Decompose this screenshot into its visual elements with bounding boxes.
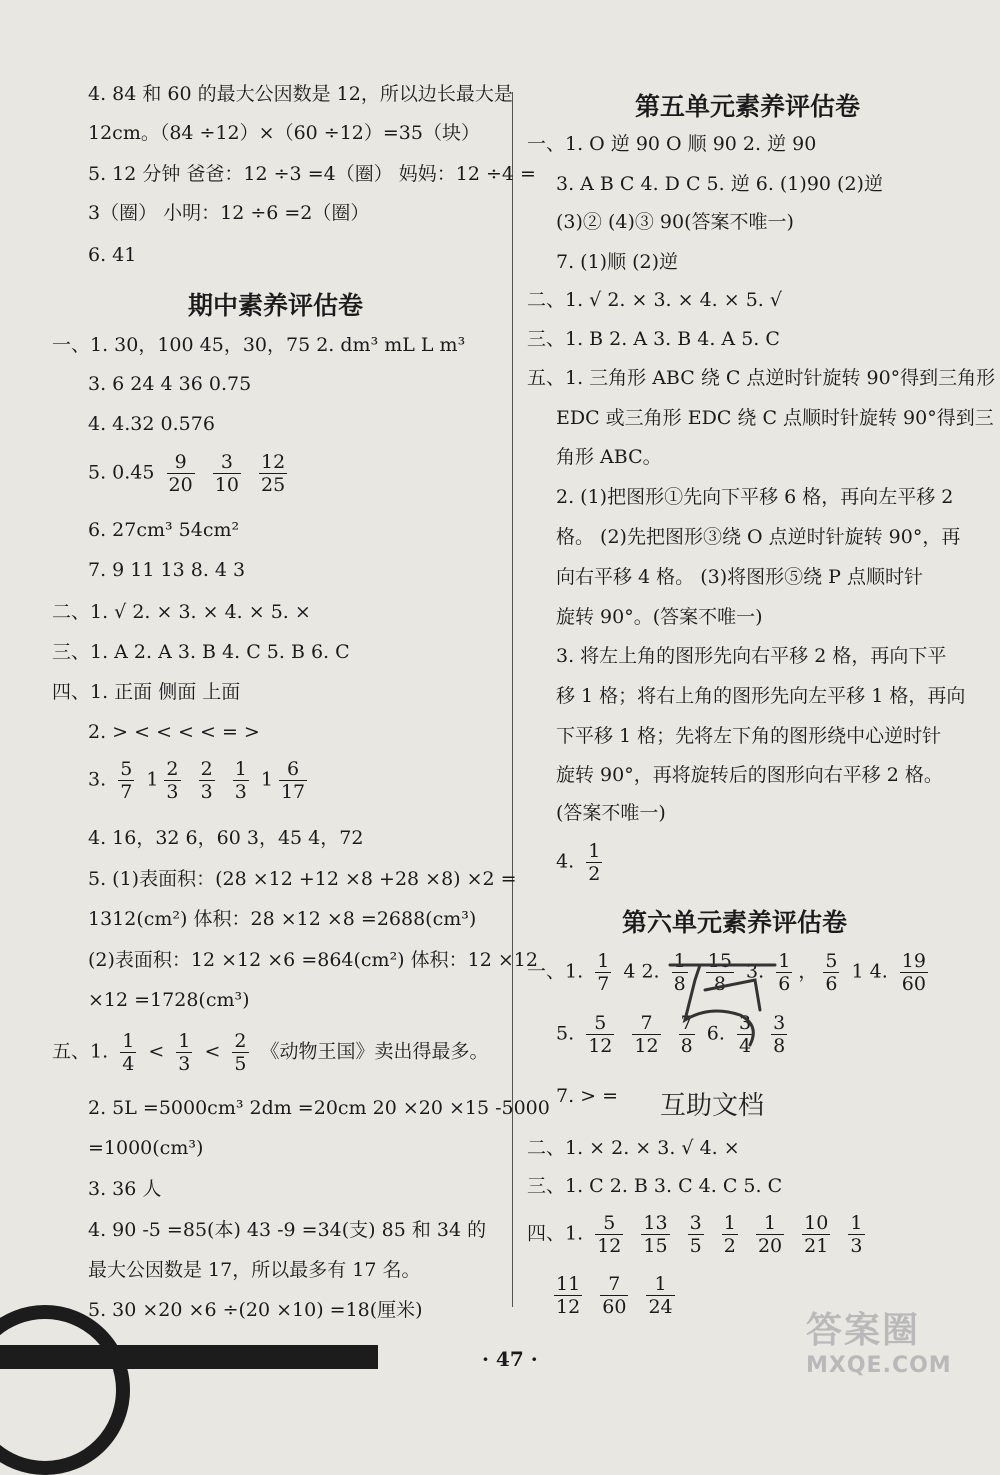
mid-line-17-prefix: 五、1. xyxy=(52,1040,109,1063)
mid-line-8: 三、1. A 2. A 3. B 4. C 5. B 6. C xyxy=(52,641,350,663)
unit5-line-14: 3. 将左上角的图形先向右平移 2 格，再向下平 xyxy=(556,645,947,667)
handwritten-scribble xyxy=(650,950,800,1070)
answer-text: 1 xyxy=(851,960,864,983)
fraction: $\frac{6}{17}$ xyxy=(280,758,306,803)
fraction: $\frac{1}{8}$ xyxy=(673,950,686,995)
unit5-line-15: 移 1 格；将右上角的图形先向左平移 1 格，再向 xyxy=(556,685,966,707)
footer-ornament-bar xyxy=(0,1345,378,1369)
fraction: $\frac{1}{2}$ xyxy=(723,1212,736,1257)
fraction: $\frac{5}{12}$ xyxy=(597,1212,622,1257)
fraction: $\frac{11}{12}$ xyxy=(556,1273,581,1318)
fraction: $\frac{2}{5}$ xyxy=(234,1030,247,1075)
less-than: < xyxy=(148,1040,165,1063)
mid-line-6: 7. 9 11 13 8. 4 3 xyxy=(88,559,246,581)
fraction: $\frac{1}{6}$ xyxy=(778,950,791,995)
mid-line-11 xyxy=(88,758,313,803)
unit6-line-1-prefix: 一、1. xyxy=(527,960,584,983)
left-line-1: 4. 84 和 60 的最大公因数是 12，所以边长最大是 xyxy=(88,83,513,105)
fraction: $\frac{1}{3}$ xyxy=(178,1030,191,1075)
watermark-logo xyxy=(806,1302,952,1378)
unit6-line-5: 三、1. C 2. B 3. C 4. C 5. C xyxy=(527,1175,783,1197)
unit6-line-7 xyxy=(548,1273,681,1318)
unit5-line-5: 二、1. √ 2. × 3. × 4. × 5. √ xyxy=(527,289,782,311)
unit6-title: 第六单元素养评估卷 xyxy=(622,908,848,937)
unit6-line-2-prefix: 5. xyxy=(556,1022,575,1045)
watermark-title: 答案圈 xyxy=(806,1310,921,1351)
fraction: $\frac{2}{3}$ xyxy=(166,758,179,803)
unit5-line-19-prefix: 4. xyxy=(556,850,575,873)
fraction: $\frac{1}{24}$ xyxy=(648,1273,673,1318)
unit5-line-10: 2. (1)把图形①先向下平移 6 格，再向左平移 2 xyxy=(556,486,954,508)
unit5-line-2: 3. A B C 4. D C 5. 逆 6. (1)90 (2)逆 xyxy=(556,173,883,195)
fraction: $\frac{13}{15}$ xyxy=(643,1212,668,1257)
mid-line-5: 6. 27cm³ 54cm² xyxy=(88,519,240,541)
mid-line-3: 4. 4.32 0.576 xyxy=(88,413,215,435)
mid-line-4 xyxy=(88,451,293,496)
unit5-line-12: 向右平移 4 格。 (3)将图形⑤绕 P 点顺时针 xyxy=(556,566,923,588)
mid-line-4-prefix: 5. 0.45 xyxy=(88,461,155,484)
page-number: · 47 · xyxy=(482,1347,538,1371)
mid-line-12: 4. 16，32 6，60 3，45 4，72 xyxy=(88,827,364,849)
mid-line-11-prefix: 3. xyxy=(88,768,107,791)
left-line-2: 12cm。（84 ÷12）×（60 ÷12）=35（块） xyxy=(88,122,480,144)
unit5-line-17: 旋转 90°，再将旋转后的图形向右平移 2 格。 xyxy=(556,764,943,786)
unit5-line-4: 7. (1)顺 (2)逆 xyxy=(556,251,679,273)
question-number: 4. xyxy=(869,960,888,983)
fraction: $\frac{1}{3}$ xyxy=(850,1212,863,1257)
mid-line-14: 1312(cm²) 体积：28 ×12 ×8 =2688(cm³) xyxy=(88,908,477,930)
mid-line-22: 最大公因数是 17，所以最多有 17 名。 xyxy=(88,1259,421,1281)
mid-line-2: 3. 6 24 4 36 0.75 xyxy=(88,373,252,395)
fraction: $\frac{10}{21}$ xyxy=(804,1212,829,1257)
mid-line-16: ×12 =1728(cm³) xyxy=(88,989,250,1011)
unit6-line-3: 7. > = xyxy=(556,1085,619,1107)
mid-line-21: 4. 90 -5 =85(本) 43 -9 =34(支) 85 和 34 的 xyxy=(88,1219,487,1241)
fraction: $\frac{1}{4}$ xyxy=(122,1030,135,1075)
unit5-line-13: 旋转 90°。(答案不唯一) xyxy=(556,606,763,628)
mid-line-19: =1000(cm³) xyxy=(88,1137,204,1159)
fraction: $\frac{3}{8}$ xyxy=(773,1012,786,1057)
fraction: $\frac{15}{8}$ xyxy=(707,950,732,995)
left-line-5: 6. 41 xyxy=(88,244,137,266)
unit5-line-18: (答案不唯一) xyxy=(556,802,666,824)
mid-line-9: 四、1. 正面 侧面 上面 xyxy=(52,681,241,703)
fraction: $\frac{7}{12}$ xyxy=(634,1012,659,1057)
mid-line-23: 5. 30 ×20 ×6 ÷(20 ×10) =18(厘米) xyxy=(88,1299,423,1321)
unit6-line-6 xyxy=(527,1212,871,1257)
fraction: $\frac{3}{5}$ xyxy=(689,1212,702,1257)
less-than: < xyxy=(204,1040,221,1063)
mid-line-7: 二、1. √ 2. × 3. × 4. × 5. × xyxy=(52,601,311,623)
unit5-line-9: 角形 ABC。 xyxy=(556,446,662,468)
column-divider xyxy=(512,92,513,1307)
mid-line-18: 2. 5L =5000cm³ 2dm =20cm 20 ×20 ×15 -5000 xyxy=(88,1097,550,1119)
fraction: $\frac{1}{7}$ xyxy=(597,950,610,995)
mid-line-10: 2. > < < < < = > xyxy=(88,721,260,743)
fraction: $\frac{3}{4}$ xyxy=(738,1012,752,1057)
mid-line-1: 一、1. 30，100 45，30，75 2. dm³ mL L m³ xyxy=(52,334,466,356)
fraction: $\frac{12}{25}$ xyxy=(261,451,286,496)
unit6-line-6-prefix: 四、1. xyxy=(527,1222,584,1245)
unit5-line-7: 五、1. 三角形 ABC 绕 C 点逆时针旋转 90°得到三角形 xyxy=(527,367,996,389)
unit5-line-16: 下平移 1 格；先将左下角的图形绕中心逆时针 xyxy=(556,725,942,747)
unit5-line-3: (3)② (4)③ 90(答案不唯一) xyxy=(556,211,794,233)
unit5-line-11: 格。 (2)先把图形③绕 O 点逆时针旋转 90°，再 xyxy=(556,526,961,548)
fraction: $\frac{1}{3}$ xyxy=(234,758,247,803)
fraction: $\frac{5}{7}$ xyxy=(120,758,133,803)
unit5-line-1: 一、1. O 逆 90 O 顺 90 2. 逆 90 xyxy=(527,133,817,155)
fraction: $\frac{3}{10}$ xyxy=(214,451,239,496)
fraction: $\frac{7}{60}$ xyxy=(602,1273,627,1318)
midterm-title: 期中素养评估卷 xyxy=(188,291,364,320)
unit5-line-19 xyxy=(556,840,608,885)
fraction: $\frac{2}{3}$ xyxy=(200,758,213,803)
mid-line-13: 5. (1)表面积：(28 ×12 +12 ×8 +28 ×8) ×2 = xyxy=(88,868,517,890)
whole-number: 1 xyxy=(146,768,159,791)
unit6-line-4: 二、1. × 2. × 3. √ 4. × xyxy=(527,1137,740,1159)
question-number: 6. xyxy=(706,1022,725,1045)
mid-line-17 xyxy=(52,1030,489,1075)
fraction: $\frac{1}{2}$ xyxy=(588,840,601,885)
left-line-3: 5. 12 分钟 爸爸：12 ÷3 =4（圈） 妈妈：12 ÷4 = xyxy=(88,163,536,185)
mid-line-20: 3. 36 人 xyxy=(88,1178,162,1200)
fraction: $\frac{1}{20}$ xyxy=(757,1212,783,1257)
fraction: $\frac{5}{12}$ xyxy=(588,1012,613,1057)
handwritten-note: 互助文档 xyxy=(660,1091,765,1121)
whole-number: 1 xyxy=(260,768,273,791)
answer-text: 4 xyxy=(623,960,636,983)
fraction: $\frac{9}{20}$ xyxy=(168,451,193,496)
question-number: 2. xyxy=(641,960,660,983)
footer-ornament-circle xyxy=(0,1305,130,1475)
mid-line-15: (2)表面积：12 ×12 ×6 =864(cm²) 体积：12 ×12 xyxy=(88,949,538,971)
unit5-line-6: 三、1. B 2. A 3. B 4. A 5. C xyxy=(527,328,780,350)
question-number: 3. xyxy=(746,960,765,983)
left-line-4: 3（圈） 小明：12 ÷6 =2（圈） xyxy=(88,202,370,224)
unit6-line-1: 一、1. $\frac{1}{7}$ 4 2. $\frac{1}{8}$ $\frac{15}{8}$ 3. $\frac{1}{6}$ ， $\frac{5}{6}$ 1 4. $\frac{19}{60}$ xyxy=(527,950,926,995)
unit5-line-8: EDC 或三角形 EDC 绕 C 点顺时针旋转 90°得到三 xyxy=(556,407,994,429)
mid-line-17-suffix: 《动物王国》卖出得最多。 xyxy=(260,1040,489,1063)
fraction: $\frac{5}{6}$ xyxy=(825,950,838,995)
fraction: $\frac{7}{8}$ xyxy=(680,1012,693,1057)
fraction: $\frac{19}{60}$ xyxy=(901,950,926,995)
unit5-title: 第五单元素养评估卷 xyxy=(635,92,861,121)
watermark-url: MXQE.COM xyxy=(806,1353,952,1378)
